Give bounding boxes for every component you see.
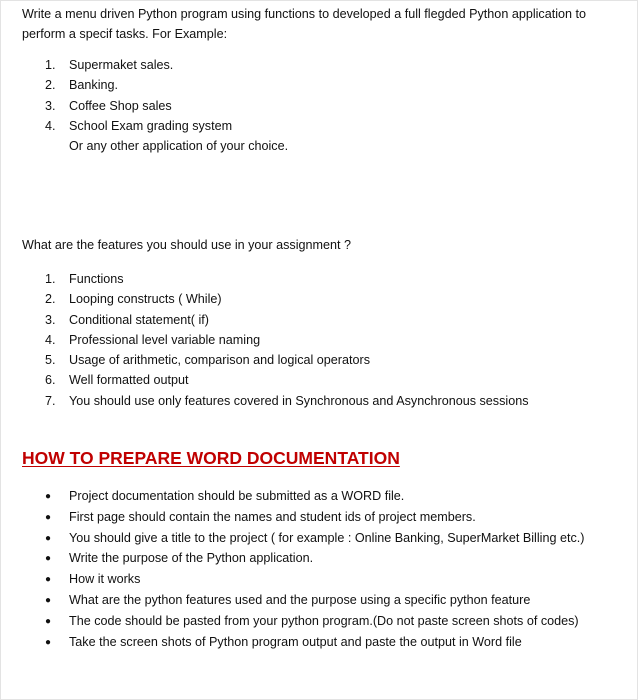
list-item-text: Functions xyxy=(69,272,124,286)
list-item-text: Take the screen shots of Python program output and paste the output in Word file xyxy=(69,634,522,649)
list-item-text: What are the python features used and the purpose using a specific python feature xyxy=(69,592,531,607)
intro-paragraph: Write a menu driven Python program using functions to developed a full flegded Python application to perform a specif tasks. For Example: xyxy=(22,7,587,41)
list-item xyxy=(45,310,529,330)
list-item xyxy=(45,116,232,136)
bullet-icon: ● xyxy=(45,532,52,544)
list-item-text: Write the purpose of the Python application. xyxy=(69,551,314,566)
list-number: 1. xyxy=(45,58,56,72)
list-item-text: Professional level variable naming xyxy=(69,332,261,347)
list-item xyxy=(45,96,232,116)
bullet-icon: ● xyxy=(45,636,52,648)
list-item-text: Conditional statement( if) xyxy=(69,312,209,327)
bullet-icon: ● xyxy=(45,511,52,523)
list-item-text: First page should contain the names and student ids of project members. xyxy=(69,509,476,524)
list-item-text: Usage of arithmetic, comparison and logical operators xyxy=(69,353,371,368)
list-number: 6. xyxy=(45,373,56,388)
list-item xyxy=(45,289,529,309)
list-item xyxy=(45,391,529,411)
list-item xyxy=(45,330,529,350)
list-item xyxy=(45,350,529,370)
bullet-icon: ● xyxy=(45,594,52,606)
list-number: 2. xyxy=(45,292,56,307)
list-item xyxy=(45,548,584,569)
list-item xyxy=(45,528,584,549)
list-item-text: Project documentation should be submitted as a WORD file. xyxy=(69,489,405,503)
list-item-text: You should use only features covered in Synchronous and Asynchronous sessions xyxy=(69,393,529,408)
list-item-text: Looping constructs ( While) xyxy=(69,292,222,307)
list-item xyxy=(45,269,529,289)
list-item-text: Supermaket sales. xyxy=(69,58,174,72)
list-item xyxy=(45,55,232,75)
section-heading: HOW TO PREPARE WORD DOCUMENTATION xyxy=(22,448,400,468)
bullet-icon: ● xyxy=(45,491,52,502)
list-item xyxy=(45,569,584,590)
list-item xyxy=(45,486,584,507)
application-examples-list xyxy=(45,55,232,136)
list-item-text: How it works xyxy=(69,572,141,587)
list-item-text: You should give a title to the project ( for example : Online Banking, SuperMarket Billing etc.) xyxy=(69,530,585,545)
list-number: 4. xyxy=(45,118,56,133)
list-number: 5. xyxy=(45,353,56,368)
list-item-text: Banking. xyxy=(69,78,119,93)
list-item-text: The code should be pasted from your python program.(Do not paste screen shots of codes) xyxy=(69,613,579,628)
list-number: 3. xyxy=(45,312,56,327)
list-item xyxy=(45,611,584,632)
list-number: 4. xyxy=(45,332,56,347)
list-number: 2. xyxy=(45,78,56,93)
bullet-icon: ● xyxy=(45,553,52,565)
list-number: 3. xyxy=(45,98,56,113)
list-item xyxy=(45,632,584,653)
list-item xyxy=(45,75,232,95)
documentation-steps-list xyxy=(45,486,584,652)
list-number: 1. xyxy=(45,272,56,286)
features-list xyxy=(45,269,529,411)
list-item xyxy=(45,507,584,528)
list-item xyxy=(45,370,529,390)
bullet-icon: ● xyxy=(45,574,52,586)
list-item-text: Well formatted output xyxy=(69,373,189,388)
features-question: What are the features you should use in your assignment ? xyxy=(22,238,352,252)
other-application-note: Or any other application of your choice. xyxy=(69,139,289,153)
list-item-text: Coffee Shop sales xyxy=(69,98,172,113)
list-item xyxy=(45,590,584,611)
bullet-icon: ● xyxy=(45,615,52,627)
list-item-text: School Exam grading system xyxy=(69,118,233,133)
list-number: 7. xyxy=(45,393,56,408)
